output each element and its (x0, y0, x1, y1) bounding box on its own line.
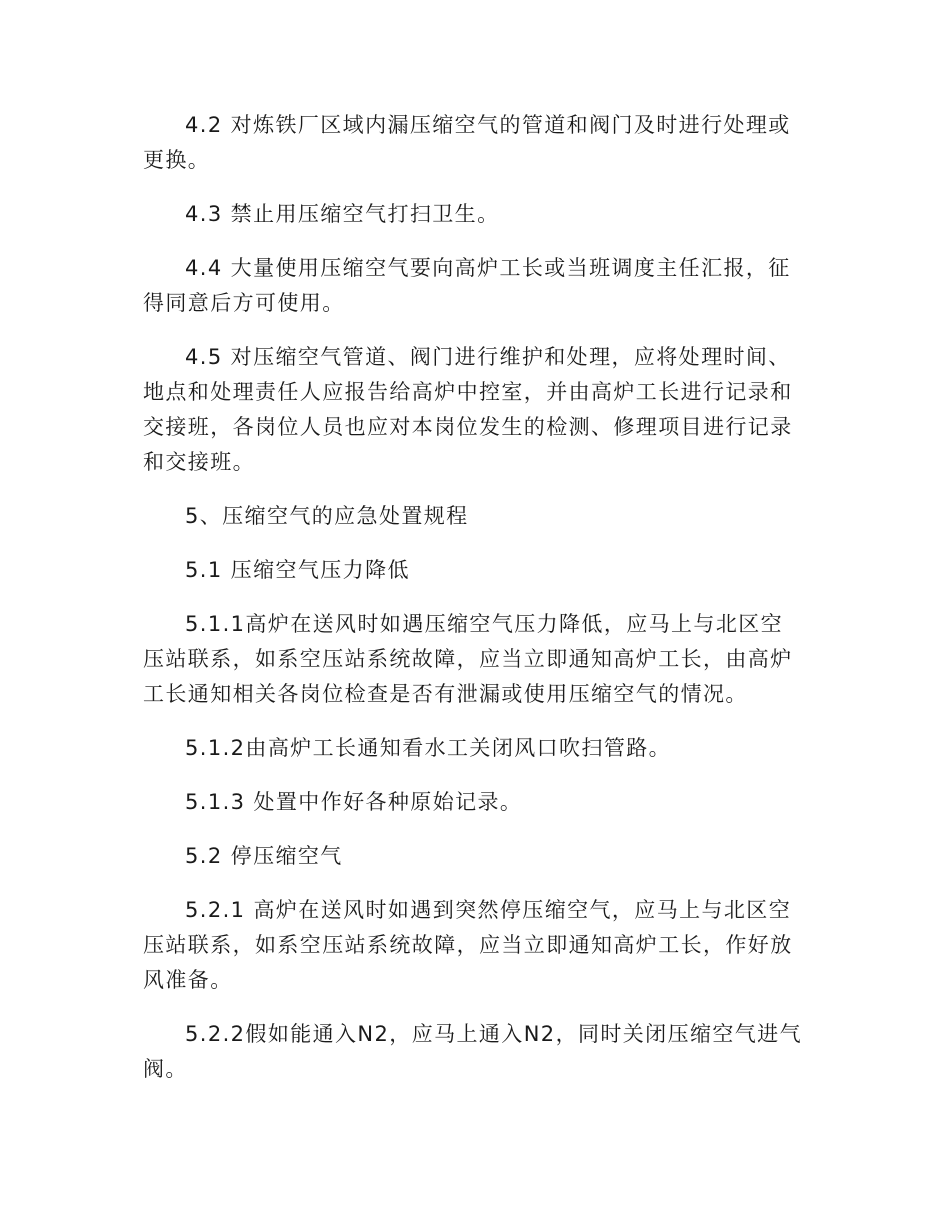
paragraph-4-2: 4.2 对炼铁厂区域内漏压缩空气的管道和阀门及时进行处理或更换。 (143, 113, 791, 172)
subsection-heading-5-2: 5.2 停压缩空气 (185, 844, 343, 868)
paragraph-4-3: 4.3 禁止用压缩空气打扫卫生。 (185, 202, 500, 226)
paragraph-4-4: 4.4 大量使用压缩空气要向高炉工长或当班调度主任汇报，征得同意后方可使用。 (143, 256, 791, 315)
paragraph-4-5: 4.5 对压缩空气管道、阀门进行维护和处理，应将处理时间、地点和处理责任人应报告给高炉中控室，并由高炉工长进行记录和交接班，各岗位人员也应对本岗位发生的检测、修理项目进行记录和交接班。 (143, 345, 793, 474)
paragraph-5-1-2: 5.1.2由高炉工长通知看水工关闭风口吹扫管路。 (185, 736, 672, 760)
paragraph-5-2-2: 5.2.2假如能通入N2，应马上通入N2，同时关闭压缩空气进气阀。 (143, 1022, 802, 1081)
subsection-heading-5-1: 5.1 压缩空气压力降低 (185, 558, 410, 582)
paragraph-5-2-1: 5.2.1 高炉在送风时如遇到突然停压缩空气，应马上与北区空压站联系，如系空压站系统故障，应当立即通知高炉工长，作好放风准备。 (143, 898, 793, 992)
section-heading-5: 5、压缩空气的应急处置规程 (185, 504, 469, 528)
document-body (143, 108, 803, 1087)
paragraph-5-1-3: 5.1.3 处置中作好各种原始记录。 (185, 790, 523, 814)
paragraph-5-1-1: 5.1.1高炉在送风时如遇压缩空气压力降低，应马上与北区空压站联系，如系空压站系统故障，应当立即通知高炉工长，由高炉工长通知相关各岗位检查是否有泄漏或使用压缩空气的情况。 (143, 612, 793, 706)
